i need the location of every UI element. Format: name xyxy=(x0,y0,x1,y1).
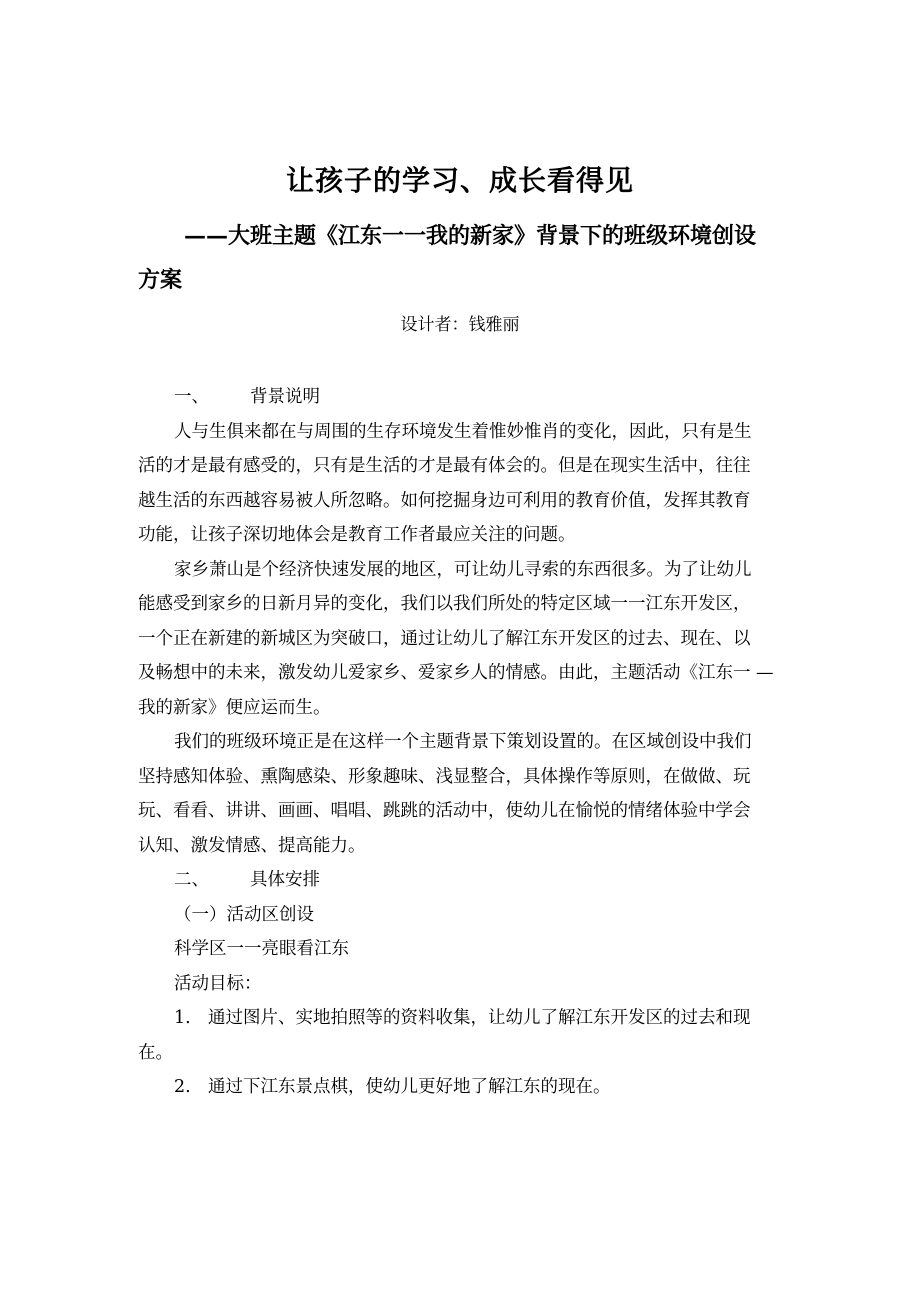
paragraph-line: 功能，让孩子深切地体会是教育工作者最应关注的问题。 xyxy=(138,525,576,545)
paragraph-line: 越生活的东西越容易被人所忽略。如何挖掘身边可利用的教育价值，发挥其教育 xyxy=(138,490,751,511)
paragraph-line: 认知、激发情感、提高能力。 xyxy=(138,835,366,856)
activity-area-title: 科学区一一亮眼看江东 xyxy=(174,939,349,959)
document-body xyxy=(138,380,790,1105)
paragraph-line: 坚持感知体验、熏陶感染、形象趣味、浅显整合，具体操作等原则，在做做、玩 xyxy=(138,766,751,787)
subsection-heading: （一）活动区创设 xyxy=(174,904,314,925)
paragraph-line: 我们的班级环境正是在这样一个主题背景下策划设置的。在区域创设中我们 xyxy=(174,732,752,752)
subtitle-line-2: 方案 xyxy=(138,267,183,293)
goal-text: 通过图片、实地拍照等的资料收集，让幼儿了解江东开发区的过去和现 xyxy=(208,1008,751,1028)
goal-item xyxy=(138,1070,790,1105)
paragraph-line: 人与生俱来都在与周围的生存环境发生着惟妙惟肖的变化，因此，只有是生 xyxy=(174,421,752,442)
goal-item xyxy=(138,1001,790,1036)
goal-number: 1. xyxy=(174,1008,191,1028)
author-line: 设计者：钱雅丽 xyxy=(400,315,520,335)
paragraph-line: 一个正在新建的新城区为突破口，通过让幼儿了解江东开发区的过去、现在、以 xyxy=(138,628,751,649)
paragraph-line: 能感受到家乡的日新月异的变化，我们以我们所处的特定区域一一江东开发区， xyxy=(138,594,751,614)
document-subtitle xyxy=(138,214,798,302)
paragraph-line: 及畅想中的未来，激发幼儿爱家乡、爱家乡人的情感。由此，主题活动《江东一 — xyxy=(138,663,774,683)
paragraph-line: 我的新家》便应运而生。 xyxy=(138,697,331,718)
paragraph-line: 活的才是最有感受的，只有是生活的才是最有体会的。但是在现实生活中，往往 xyxy=(138,456,751,476)
paragraph-background-1 xyxy=(138,415,790,553)
section-number: 二、 xyxy=(174,870,209,890)
goal-text: 通过下江东景点棋，使幼儿更好地了解江东的现在。 xyxy=(208,1077,611,1097)
paragraph-background-2 xyxy=(138,553,790,726)
goal-list xyxy=(138,1001,790,1105)
goal-item-continuation: 在。 xyxy=(138,1042,173,1063)
document-title: 让孩子的学习、成长看得见 xyxy=(285,164,634,197)
section-title: 背景说明 xyxy=(250,387,320,407)
section-number: 一、 xyxy=(174,387,209,407)
paragraph-line: 玩、看看、讲讲、画画、唱唱、跳跳的活动中，使幼儿在愉悦的情绪体验中学会 xyxy=(138,801,751,821)
paragraph-background-3 xyxy=(138,725,790,863)
goal-number: 2. xyxy=(174,1077,191,1097)
subtitle-line-1: ——大班主题《江东一一我的新家》背景下的班级环境创设 xyxy=(184,223,757,249)
section-heading-arrangement xyxy=(138,863,790,898)
section-title: 具体安排 xyxy=(250,870,320,890)
goal-label: 活动目标： xyxy=(174,973,262,994)
section-heading-background xyxy=(138,380,790,415)
paragraph-line: 家乡萧山是个经济快速发展的地区，可让幼儿寻索的东西很多。为了让幼儿 xyxy=(174,559,752,580)
